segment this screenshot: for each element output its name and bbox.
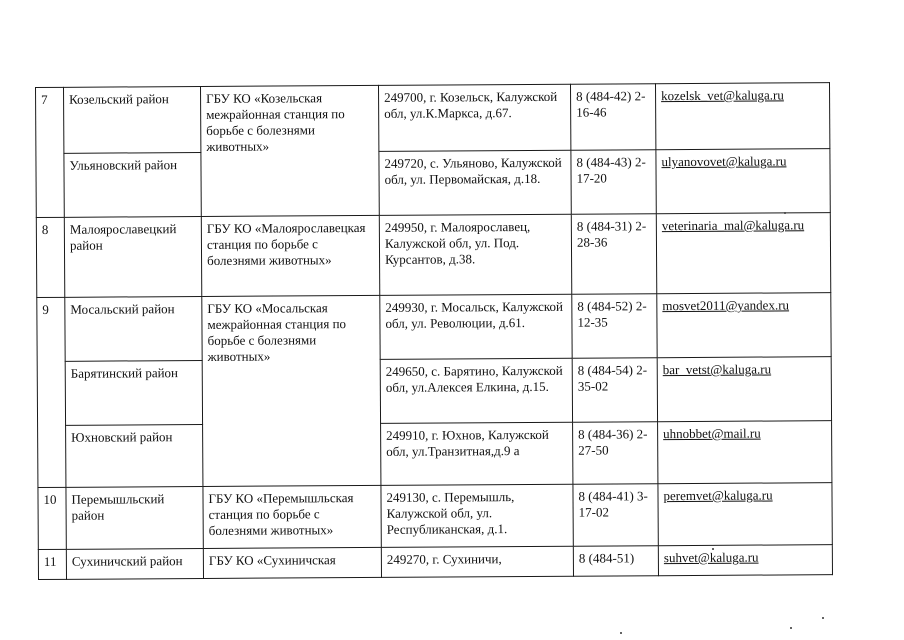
district-cell: Сухиничский район xyxy=(66,548,203,579)
email-link[interactable]: bar_vetst@kaluga.ru xyxy=(662,361,772,378)
address-cell: 249700, г. Козельск, Калужской обл, ул.К.Маркса, д.67. xyxy=(378,84,570,151)
email-link[interactable]: uhnobbet@mail.ru xyxy=(663,425,761,442)
scan-speck xyxy=(712,548,714,550)
address-cell: 249270, г. Сухиничи, xyxy=(381,546,573,577)
district-cell: Перемышльский район xyxy=(66,486,203,549)
scan-speck xyxy=(620,632,622,634)
district-cell: Мосальский район xyxy=(65,296,202,361)
email-cell[interactable] xyxy=(656,149,830,214)
phone-cell: 8 (484-54) 2-35-02 xyxy=(572,358,657,423)
email-cell[interactable] xyxy=(656,213,830,294)
email-cell[interactable] xyxy=(658,483,832,546)
email-cell[interactable] xyxy=(657,293,831,358)
table-row xyxy=(36,213,830,298)
email-cell[interactable] xyxy=(655,83,829,150)
organization-cell: ГБУ КО «Козельская межрайонная станция по борьбе с болезнями животных» xyxy=(200,85,379,216)
table-row xyxy=(38,421,832,488)
phone-cell: 8 (484-43) 2-17-20 xyxy=(571,150,656,215)
email-cell[interactable] xyxy=(658,421,832,484)
row-number: 9 xyxy=(37,297,66,487)
phone-cell: 8 (484-51) xyxy=(573,546,658,577)
phone-cell: 8 (484-42) 2-16-46 xyxy=(570,84,655,151)
email-link[interactable]: suhvet@kaluga.ru xyxy=(663,549,759,566)
vet-stations-table xyxy=(35,82,833,580)
row-number: 7 xyxy=(36,87,65,217)
email-link[interactable]: kozelsk_vet@kaluga.ru xyxy=(661,87,784,104)
email-link[interactable]: mosvet2011@yandex.ru xyxy=(662,297,790,314)
table-row xyxy=(36,149,830,218)
table-row xyxy=(36,83,830,154)
organization-cell: ГБУ КО «Мосальская межрайонная станция по борьбе с болезнями животных» xyxy=(202,295,381,486)
address-cell: 249930, г. Мосальск, Калужской обл, ул. Революции, д.61. xyxy=(380,294,572,359)
district-cell: Козельский район xyxy=(64,86,201,153)
district-cell: Барятинский район xyxy=(65,360,202,425)
email-link[interactable]: ulyanovovet@kaluga.ru xyxy=(661,153,787,170)
table-row xyxy=(37,293,831,362)
organization-cell: ГБУ КО «Сухиничская xyxy=(203,547,381,578)
organization-cell: ГБУ КО «Малоярославецкая станция по борьбе с болезнями животных» xyxy=(201,215,379,296)
address-cell: 249910, г. Юхнов, Калужской обл, ул.Транзитная,д.9 а xyxy=(381,422,573,485)
scan-speck xyxy=(784,212,786,214)
row-number: 8 xyxy=(36,217,64,297)
scan-speck xyxy=(790,627,792,629)
address-cell: 249720, с. Ульяново, Калужской обл, ул. Первомайская, д.18. xyxy=(379,150,571,215)
phone-cell: 8 (484-31) 2-28-36 xyxy=(571,214,656,295)
scan-speck xyxy=(822,617,824,619)
email-link[interactable]: veterinaria_mal@kaluga.ru xyxy=(661,217,805,234)
address-cell: 249650, с. Барятино, Калужской обл, ул.Алексея Елкина, д.15. xyxy=(380,358,572,423)
row-number: 11 xyxy=(38,549,66,579)
row-number: 10 xyxy=(38,487,66,549)
email-link[interactable]: peremvet@kaluga.ru xyxy=(663,487,773,504)
table-row xyxy=(37,357,831,426)
email-cell[interactable] xyxy=(658,545,832,576)
email-cell[interactable] xyxy=(657,357,831,422)
address-cell: 249130, с. Перемышль, Калужской обл, ул. Республиканская, д.1. xyxy=(381,484,573,547)
phone-cell: 8 (484-52) 2-12-35 xyxy=(572,294,657,359)
phone-cell: 8 (484-36) 2-27-50 xyxy=(573,422,658,485)
phone-cell: 8 (484-41) 3-17-02 xyxy=(573,484,658,547)
table-row xyxy=(38,483,832,550)
address-cell: 249950, г. Малоярославец, Калужской обл, ул. Под. Курсантов, д.38. xyxy=(379,214,571,295)
organization-cell: ГБУ КО «Перемышльская станция по борьбе с болезнями животных» xyxy=(203,485,381,548)
district-cell: Юхновский район xyxy=(66,424,203,487)
district-cell: Ульяновский район xyxy=(64,152,201,217)
district-cell: Малоярославецкий район xyxy=(64,216,201,297)
